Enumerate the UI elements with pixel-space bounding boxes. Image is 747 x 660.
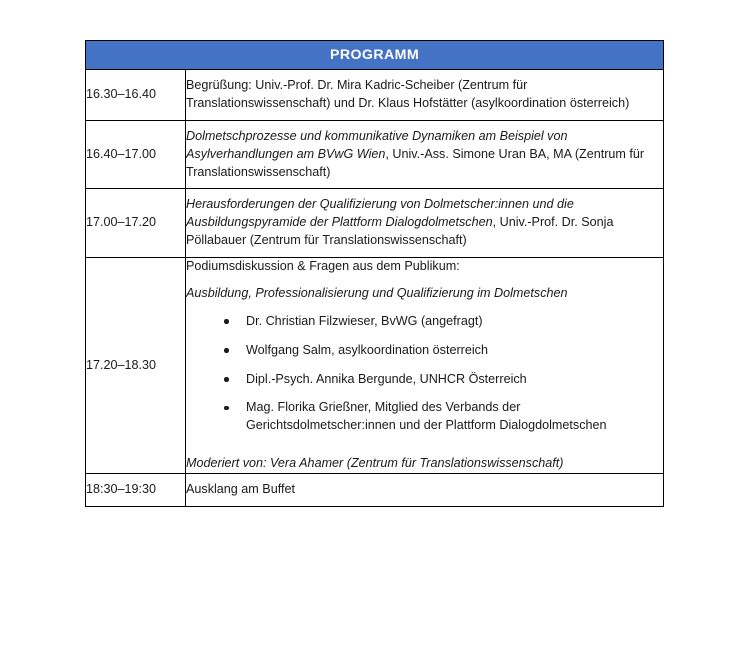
table-row bbox=[86, 189, 664, 258]
program-item-title: Ausbildung, Professionalisierung und Qualifizierung im Dolmetschen bbox=[186, 285, 568, 300]
program-time-label: 17.20–18.30 bbox=[86, 357, 157, 372]
program-table bbox=[85, 40, 664, 507]
program-item-cell bbox=[186, 70, 664, 121]
program-item-text: , Univ.-Prof. Dr. Sonja Pöllabauer (Zentrum für Translationswissenschaft) bbox=[186, 215, 614, 248]
list-item bbox=[224, 399, 663, 435]
list-item-label: Wolfgang Salm, asylkoordination österreich bbox=[246, 342, 488, 357]
program-item-cell bbox=[186, 258, 664, 474]
program-table-body bbox=[86, 70, 664, 507]
list-item-label: Mag. Florika Grießner, Mitglied des Verbands der Gerichtsdolmetscher:innen und der Plattform Dialogdolmetschen bbox=[246, 400, 607, 433]
panel-participants-list bbox=[186, 313, 663, 435]
program-time-cell bbox=[86, 120, 186, 189]
program-time-label: 17.00–17.20 bbox=[86, 215, 157, 230]
program-item-paragraph bbox=[186, 258, 663, 276]
bullet-dot-icon bbox=[224, 319, 229, 324]
list-item bbox=[224, 371, 663, 389]
list-item bbox=[224, 342, 663, 360]
program-time-cell bbox=[86, 70, 186, 121]
program-item-paragraph bbox=[186, 128, 663, 182]
list-item-label: Dipl.-Psych. Annika Bergunde, UNHCR Österreich bbox=[246, 371, 527, 386]
table-row bbox=[86, 70, 664, 121]
table-row bbox=[86, 474, 664, 507]
program-time-cell bbox=[86, 258, 186, 474]
bullet-dot-icon bbox=[224, 406, 229, 411]
program-item-cell bbox=[186, 474, 664, 507]
program-table-container bbox=[85, 40, 663, 507]
list-item bbox=[224, 313, 663, 331]
program-item-text: , Univ.-Ass. Simone Uran BA, MA (Zentrum für Translationswissenschaft) bbox=[186, 146, 645, 179]
bullet-dot-icon bbox=[224, 348, 229, 353]
program-item-cell bbox=[186, 120, 664, 189]
program-time-label: 16.30–16.40 bbox=[86, 86, 157, 101]
program-item-title: Herausforderungen der Qualifizierung von Dolmetscher:innen und die Ausbildungspyramide der Plattform Dialogdolmetschen bbox=[186, 197, 574, 230]
program-item-text: Podiumsdiskussion & Fragen aus dem Publikum: bbox=[186, 259, 460, 273]
program-title-header: PROGRAMM bbox=[86, 41, 664, 70]
program-time-cell bbox=[86, 189, 186, 258]
program-item-text: Ausklang am Buffet bbox=[186, 482, 295, 496]
table-row bbox=[86, 258, 664, 474]
program-table-header-row bbox=[86, 41, 664, 70]
program-time-label: 16.40–17.00 bbox=[86, 146, 157, 161]
program-item-text: Begrüßung: Univ.-Prof. Dr. Mira Kadric-Scheiber (Zentrum für Translationswissenschaft) und Dr. Klaus Hofstätter (asylkoordination österreich) bbox=[186, 78, 630, 110]
table-row bbox=[86, 120, 664, 189]
program-time-label: 18:30–19:30 bbox=[86, 482, 157, 496]
program-item-title: Dolmetschprozesse und kommunikative Dynamiken am Beispiel von Asylverhandlungen am BVwG Wien bbox=[186, 128, 568, 161]
program-item-paragraph bbox=[186, 481, 663, 499]
list-item-label: Dr. Christian Filzwieser, BvWG (angefragt) bbox=[246, 313, 483, 328]
program-item-paragraph bbox=[186, 77, 663, 113]
program-item-paragraph bbox=[186, 285, 663, 303]
program-item-cell bbox=[186, 189, 664, 258]
program-time-cell bbox=[86, 474, 186, 507]
bullet-dot-icon bbox=[224, 377, 229, 382]
program-table-head bbox=[86, 41, 664, 70]
program-moderation-note: Moderiert von: Vera Ahamer (Zentrum für Translationswissenschaft) bbox=[186, 456, 564, 471]
program-item-paragraph bbox=[186, 196, 663, 250]
